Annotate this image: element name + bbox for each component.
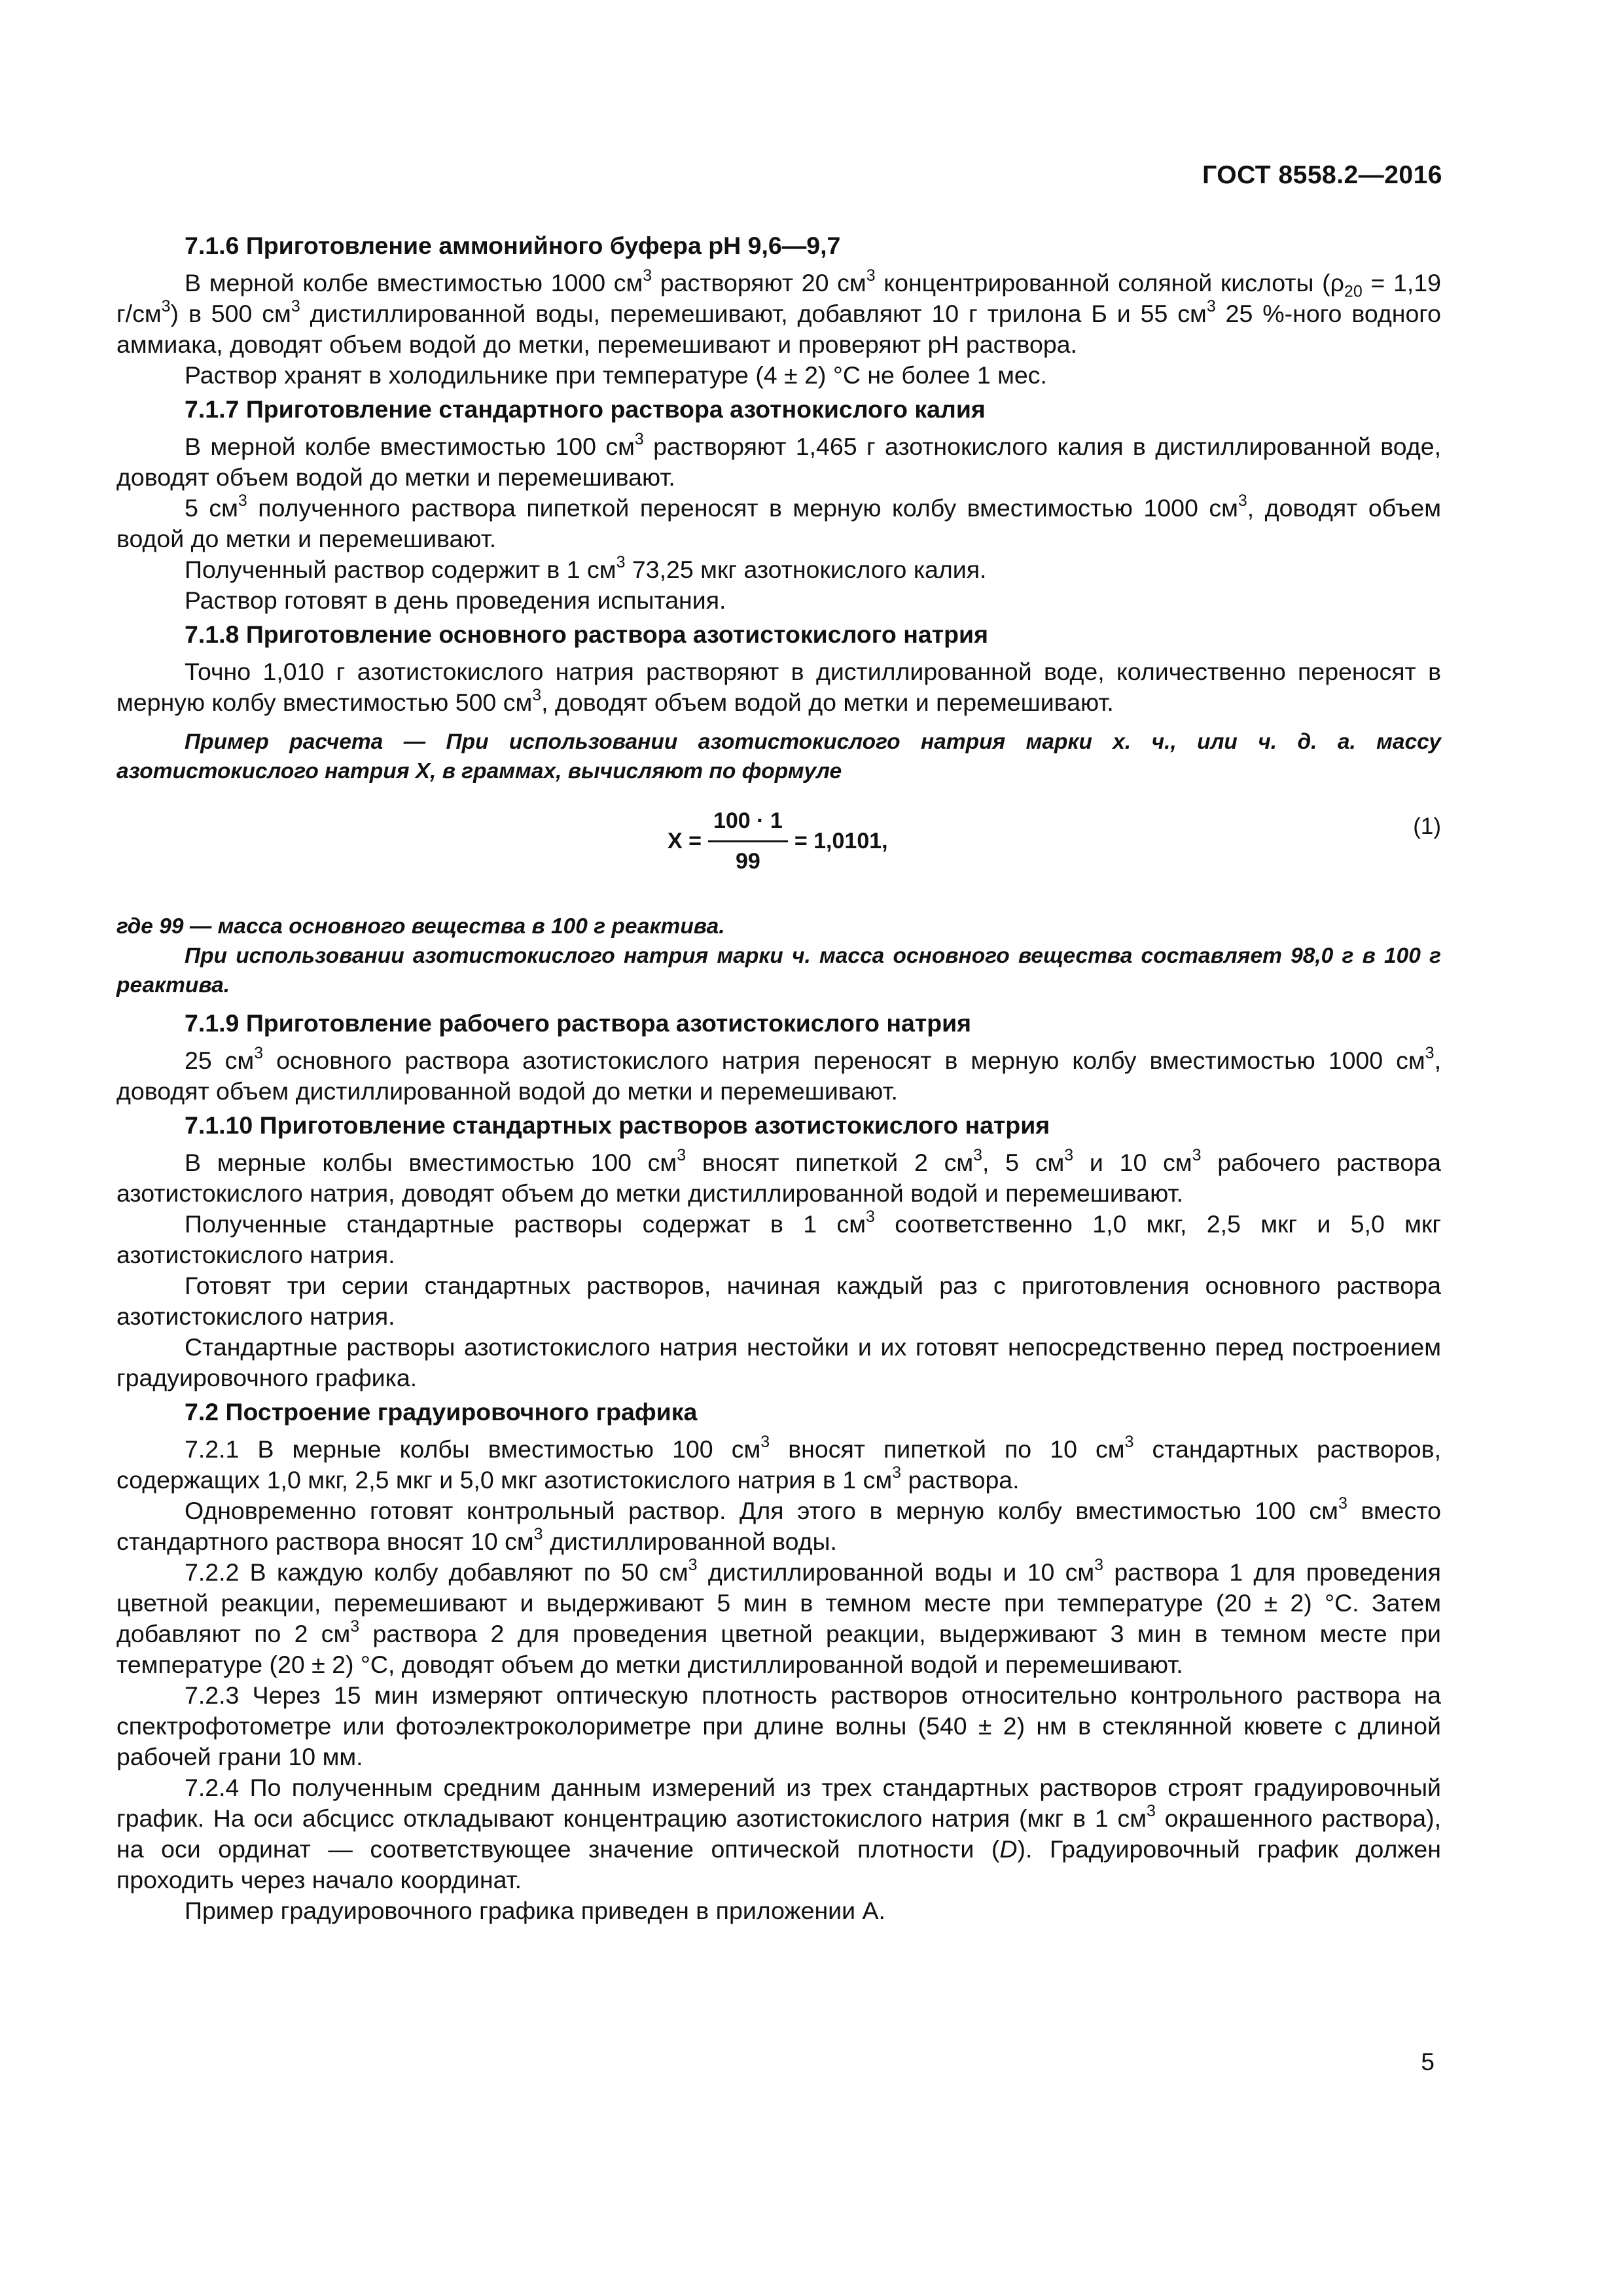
paragraph: В мерной колбе вместимостью 100 $см^3$ растворяют 1,465 г азотнокислого калия в дистиллированной воде, доводят объем водой до метки и перемешивают.: [116, 429, 1441, 491]
paragraph: 7.2.2 В каждую колбу добавляют по 50 $см^3$ дистиллированной воды и 10 $см^3$ раствора 1 для проведения цветной реакции, перемешивают и выдерживают 5 мин в темном месте при температуре (20 ± 2) °С. Затем добавляют по 2 $см^3$ раствора 2 для проведения цветной реакции, выдерживают 3 мин в темном месте при температуре (20 ± 2) °С, доводят объем до метки дистиллированной водой и перемешивают.: [116, 1555, 1441, 1678]
formula: [668, 802, 888, 880]
paragraph: В мерной колбе вместимостью 1000 $см^3$ растворяют 20 $см^3$ концентрированной соляной кислоты ($\rho_{20} = 1,19$ $г/см^3$) в 500 $см^3$ дистиллированной воды, перемешивают, добавляют 10 г трилона Б и 55 $см^3$ 25 %-ного водного аммиака, доводят объем водой до метки, перемешивают и проверяют pH раствора.: [116, 266, 1442, 358]
fraction: [708, 806, 788, 877]
paragraph: Раствор готовят в день проведения испытания.: [185, 586, 726, 614]
paragraph: Полученный раствор содержит в 1 $см^3$ 73,25 мкг азотнокислого калия.: [185, 552, 987, 583]
section-heading-7-1-9: 7.1.9 Приготовление рабочего раствора азотистокислого натрия: [185, 1009, 972, 1037]
standard-id-header: ГОСТ 8558.2—2016: [1202, 161, 1442, 189]
formula-row: [116, 802, 1441, 893]
section-heading-7-1-10: 7.1.10 Приготовление стандартных растворов азотистокислого натрия: [185, 1111, 1050, 1139]
paragraph: Стандартные растворы азотистокислого натрия нестойки и их готовят непосредственно перед построением градуировочного графика.: [116, 1333, 1441, 1391]
paragraph: Пример градуировочного графика приведен в приложении А.: [185, 1897, 885, 1924]
formula-lhs: X =: [668, 828, 702, 853]
paragraph: Одновременно готовят контрольный раствор. Для этого в мерную колбу вместимостью 100 $см^3$ вместо стандартного раствора вносят 10 $см^3$ дистиллированной воды.: [116, 1494, 1441, 1555]
example-note: При использовании азотистокислого натрия марки ч. масса основного вещества составляет 98,0 г в 100 г реактива.: [116, 944, 1441, 997]
paragraph: Полученные стандартные растворы содержат в 1 $см^3$ соответственно 1,0 мкг, 2,5 мкг и 5,0 мкг азотистокислого натрия.: [116, 1207, 1442, 1268]
formula-explanation: где 99 — масса основного вещества в 100 г реактива.: [116, 914, 725, 939]
paragraph: 5 $см^3$ полученного раствора пипеткой переносят в мерную колбу вместимостью 1000 $см^3$, доводят объем водой до метки и перемешивают.: [116, 491, 1441, 552]
paragraph: Готовят три серии стандартных растворов, начиная каждый раз с приготовления основного раствора азотистокислого натрия.: [116, 1272, 1441, 1330]
paragraph: 25 $см^3$ основного раствора азотистокислого натрия переносят в мерную колбу вместимостью 1000 $см^3$, доводят объем дистиллированной водой до метки и перемешивают.: [116, 1043, 1441, 1105]
section-heading-7-1-7: 7.1.7 Приготовление стандартного раствора азотнокислого калия: [185, 395, 986, 423]
equation-number: (1): [1413, 814, 1441, 839]
fraction-denominator: 99: [736, 848, 760, 874]
paragraph: 7.2.1 В мерные колбы вместимостью 100 $см^3$ вносят пипеткой по 10 $см^3$ стандартных растворов, содержащих 1,0 мкг, 2,5 мкг и 5,0 мкг азотистокислого натрия в 1 $см^3$ раствора.: [116, 1432, 1441, 1494]
section-heading-7-2: 7.2 Построение градуировочного графика: [185, 1398, 698, 1426]
page-number: 5: [1421, 2049, 1435, 2075]
section-heading-7-1-8: 7.1.8 Приготовление основного раствора азотистокислого натрия: [185, 620, 988, 648]
page-content: [116, 228, 1441, 1929]
paragraph: Раствор хранят в холодильнике при температуре (4 ± 2) °С не более 1 мес.: [185, 361, 1047, 389]
paragraph: 7.2.4 По полученным средним данным измерений из трех стандартных растворов строят градуировочный график. На оси абсцисс откладывают концентрацию азотистокислого натрия (мкг в 1 $см^3$ окрашенного раствора), на оси ординат — соответствующее значение оптической плотности (D). Градуировочный график должен проходить через начало координат.: [116, 1774, 1442, 1893]
section-heading-7-1-6: 7.1.6 Приготовление аммонийного буфера рН 9,6—9,7: [185, 232, 841, 259]
superscript: 3: [643, 266, 652, 285]
fraction-numerator: 100 · 1: [708, 806, 788, 842]
example-note: Пример расчета — При использовании азотистокислого натрия марки х. ч., или ч. д. а. массу азотистокислого натрия X, в граммах, вычисляют по формуле: [116, 730, 1441, 783]
subscript: 20: [1344, 282, 1363, 301]
paragraph: Точно 1,010 г азотистокислого натрия растворяют в дистиллированной воде, количественно переносят в мерную колбу вместимостью 500 $см^3$, доводят объем водой до метки и перемешивают.: [116, 658, 1441, 716]
formula-rhs: = 1,0101,: [794, 828, 888, 853]
paragraph: 7.2.3 Через 15 мин измеряют оптическую плотность растворов относительно контрольного раствора на спектрофотометре или фотоэлектроколориметре при длине волны (540 ± 2) нм в стеклянной кювете с длиной рабочей грани 10 мм.: [116, 1681, 1441, 1770]
paragraph: В мерные колбы вместимостью 100 $см^3$ вносят пипеткой 2 $см^3$, 5 $см^3$ и 10 $см^3$ рабочего раствора азотистокислого натрия, доводят объем до метки дистиллированной водой и перемешивают.: [116, 1145, 1441, 1207]
